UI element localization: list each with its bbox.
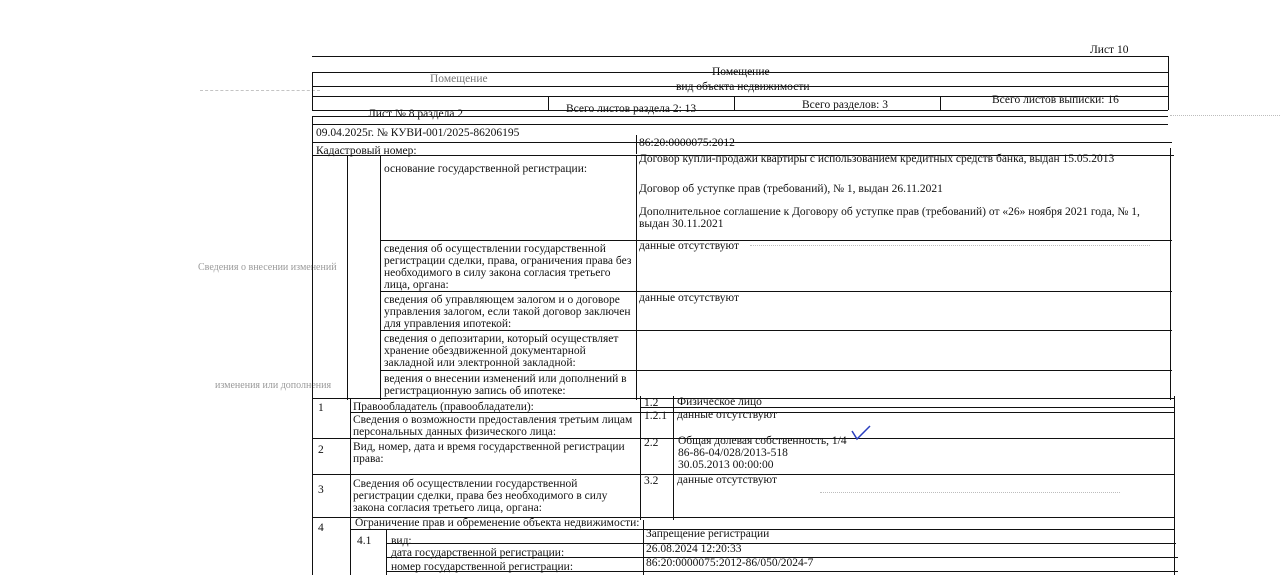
row-number: 3: [318, 484, 324, 496]
object-type-value: Помещение: [712, 66, 770, 78]
transaction-consent-value: данные отсутствуют: [677, 474, 777, 486]
row-number: 2: [318, 444, 324, 456]
registration-basis-value: Дополнительное соглашение к Договору об уступке прав (требований) от «26» ноября 2021 года, № 1, выдан 30.11.2021: [639, 206, 1140, 230]
sheet-of-section: Лист № 8 раздела 2: [368, 108, 464, 120]
total-sections: Всего разделов: 3: [802, 99, 888, 111]
right-registration-type: Общая долевая собственность, 1/4: [678, 435, 847, 447]
object-type-faint: Помещение: [430, 73, 488, 85]
pledge-manager-label: сведения об управляющем залогом и о договоре управления залогом, если такой договор заключен для управления ипотекой:: [384, 294, 631, 330]
consent-info-value: данные отсутствуют: [639, 240, 739, 252]
personal-data-code: 1.2.1: [644, 410, 667, 422]
personal-data-value: данные отсутствуют: [677, 409, 777, 421]
pledge-manager-value: данные отсутствуют: [639, 292, 739, 304]
encumbrance-type-label: вид:: [391, 535, 412, 547]
registration-basis-value: Договор об уступке прав (требований), № 1, выдан 26.11.2021: [639, 183, 943, 195]
row-number: 4: [318, 522, 324, 534]
consent-info-label: сведения об осуществлении государственной регистрации сделки, права, ограничения права без необходимого в силу закона согласия третьего лица, органа:: [384, 243, 632, 291]
encumbrance-date-label: дата государственной регистрации:: [391, 547, 565, 559]
encumbrance-code: 4.1: [357, 535, 372, 547]
rights-holder-value: Физическое лицо: [677, 396, 762, 408]
personal-data-label: Сведения о возможности предоставления третьим лицам персональных данных физического лица:: [353, 414, 633, 438]
scan-artifact-line: [1170, 115, 1280, 116]
right-registration-date: 30.05.2013 00:00:00: [678, 459, 774, 471]
registration-basis-value: Договор купли-продажи квартиры с использованием кредитных средств банка, выдан 15.05.2013: [639, 153, 1115, 165]
right-registration-number: 86-86-04/028/2013-518: [678, 447, 788, 459]
right-registration-label: Вид, номер, дата и время государственной регистрации права:: [353, 441, 625, 465]
cadastral-number: 86:20:0000075:2012: [639, 137, 735, 149]
object-type-caption: вид объекта недвижимости: [676, 81, 810, 93]
sheet-number: Лист 10: [1090, 44, 1129, 56]
rights-holder-code: 1.2: [644, 397, 659, 409]
changes-label: ведения о внесении изменений или дополнений в регистрационную запись об ипотеке:: [384, 373, 627, 397]
scan-artifact-line: [750, 245, 1150, 246]
scan-artifact-line: [820, 492, 1120, 493]
rights-holder-label: Правообладатель (правообладатели):: [353, 401, 534, 413]
right-registration-code: 2.2: [644, 437, 659, 449]
scan-artifact-line: [200, 90, 320, 91]
request-info: 09.04.2025г. № КУВИ-001/2025-86206195: [316, 127, 520, 139]
total-sheets-extract: Всего листов выписки: 16: [992, 94, 1119, 106]
row-number: 1: [318, 402, 324, 414]
encumbrance-number-label: номер государственной регистрации:: [391, 561, 574, 573]
encumbrance-type-value: Запрещение регистрации: [646, 528, 770, 540]
registration-basis-label: основание государственной регистрации:: [384, 163, 588, 175]
depository-label: сведения о депозитарии, который осуществляет хранение обездвиженной документарной закладной или электронной закладной:: [384, 333, 619, 369]
handwritten-check-icon: [850, 425, 872, 441]
encumbrance-label: Ограничение прав и обременение объекта недвижимости:: [355, 517, 640, 529]
bleed-text-left: изменения или дополнения: [215, 380, 332, 391]
total-sheets-section: Всего листов раздела 2: 13: [566, 103, 697, 115]
transaction-consent-code: 3.2: [644, 475, 659, 487]
encumbrance-date-value: 26.08.2024 12:20:33: [646, 543, 742, 555]
encumbrance-number-value: 86:20:0000075:2012-86/050/2024-7: [646, 557, 814, 569]
bleed-text-left: Сведения о внесении изменений: [198, 262, 337, 273]
transaction-consent-label: Сведения об осуществлении государственной регистрации сделки, права без необходимого в силу закона согласия третьего лица, органа:: [353, 478, 608, 514]
cadastral-label: Кадастровый номер:: [316, 145, 417, 157]
